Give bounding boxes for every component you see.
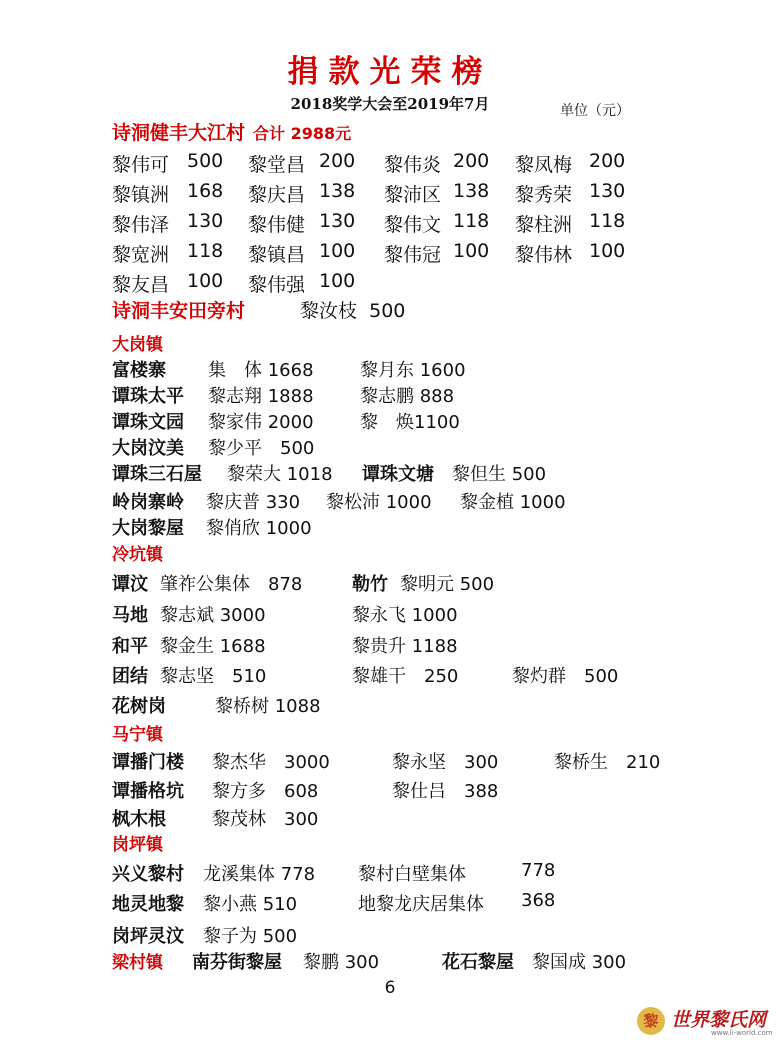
donor-name: 黎沛区 xyxy=(384,184,442,206)
page-subtitle: 2018奖学大会至2019年7月 xyxy=(290,95,490,113)
donor-amount: 118 xyxy=(187,240,224,262)
village-name: 兴义黎村 xyxy=(112,864,184,885)
donor-entry xyxy=(300,296,405,323)
donor-amount: 130 xyxy=(319,210,356,232)
donor-name: 黎柱洲 xyxy=(515,214,573,236)
donor-entry: 黎志坚 510 xyxy=(160,666,267,687)
donor-entry: 黎国成 300 xyxy=(532,952,627,973)
donor-entry: 黎永飞 1000 xyxy=(352,605,458,626)
donor-entry: 集 体 1668 xyxy=(208,360,314,381)
donor-entry: 黎俏欣 1000 xyxy=(206,518,312,539)
donor-entry: 黎茂林 300 xyxy=(212,809,319,830)
donor-name: 黎伟泽 xyxy=(112,214,170,236)
donor-amount: 168 xyxy=(187,180,224,202)
donor-entry: 黎永坚 300 xyxy=(392,752,499,773)
village-name: 和平 xyxy=(112,636,148,657)
donor-entry: 黎志鹏 888 xyxy=(360,386,455,407)
donor-name: 黎伟冠 xyxy=(384,244,442,266)
section-total: 合计 2988元 xyxy=(253,124,352,143)
section-heading-tianpang: 诗洞丰安田旁村 xyxy=(112,300,246,322)
donor-entry: 黎 焕1100 xyxy=(360,412,460,433)
section-heading-liangcun: 梁村镇 xyxy=(112,953,163,973)
donor-amount: 200 xyxy=(453,150,490,172)
donor-entry: 黎仕吕 388 xyxy=(392,781,499,802)
donor-name: 黎伟强 xyxy=(248,274,306,296)
village-name: 花树岗 xyxy=(112,696,166,717)
village-name: 谭播门楼 xyxy=(112,752,184,773)
donor-entry: 黎少平 500 xyxy=(208,438,315,459)
donor-entry: 黎明元 500 xyxy=(400,574,495,595)
village-name: 大岗黎屋 xyxy=(112,518,184,539)
donor-entry: 龙溪集体 778 xyxy=(203,864,316,885)
section-heading-gangping: 岗坪镇 xyxy=(112,835,163,855)
donor-entry: 黎村白壁集体 xyxy=(358,864,466,885)
section-title: 诗洞健丰大江村 xyxy=(112,122,246,144)
donor-entry: 黎但生 500 xyxy=(452,464,547,485)
donor-amount: 500 xyxy=(369,300,406,322)
donor-entry: 黎家伟 2000 xyxy=(208,412,314,433)
donor-name: 黎汝枝 xyxy=(300,300,358,322)
village-name: 谭珠文塘 xyxy=(362,464,434,485)
donor-name: 黎秀荣 xyxy=(515,184,573,206)
donor-entry: 黎贵升 1188 xyxy=(352,636,458,657)
donor-amount: 778 xyxy=(521,860,556,881)
donor-name: 黎伟林 xyxy=(515,244,573,266)
donor-amount: 138 xyxy=(319,180,356,202)
village-name: 谭珠文园 xyxy=(112,412,184,433)
donor-name: 黎镇昌 xyxy=(248,244,306,266)
village-name: 谭珠太平 xyxy=(112,386,184,407)
section-heading-dajiang xyxy=(112,118,351,145)
donor-entry: 黎志斌 3000 xyxy=(160,605,266,626)
village-name: 马地 xyxy=(112,605,148,626)
unit-label: 单位（元） xyxy=(560,103,630,119)
donor-name: 黎伟健 xyxy=(248,214,306,236)
donor-amount: 200 xyxy=(319,150,356,172)
village-name: 地灵地黎 xyxy=(112,894,184,915)
donor-name: 黎镇洲 xyxy=(112,184,170,206)
village-name: 枫木根 xyxy=(112,809,166,830)
donor-entry: 黎桥树 1088 xyxy=(215,696,321,717)
logo-url: www.li-world.com xyxy=(711,1029,773,1037)
village-name: 谭播格坑 xyxy=(112,781,184,802)
donor-amount: 100 xyxy=(319,270,356,292)
donor-name: 黎伟文 xyxy=(384,214,442,236)
section-heading-maning: 马宁镇 xyxy=(112,725,163,745)
donor-entry: 黎金植 1000 xyxy=(460,492,566,513)
donor-entry: 黎月东 1600 xyxy=(360,360,466,381)
village-name: 团结 xyxy=(112,666,148,687)
donor-name: 黎伟可 xyxy=(112,154,170,176)
village-name: 岗坪灵汶 xyxy=(112,926,184,947)
donor-entry: 黎荣大 1018 xyxy=(227,464,333,485)
village-name: 勒竹 xyxy=(352,574,388,595)
village-name: 大岗汶美 xyxy=(112,438,184,459)
page-title: 捐款光荣榜 xyxy=(287,54,493,90)
page-number: 6 xyxy=(384,978,396,998)
donor-entry: 黎杰华 3000 xyxy=(212,752,330,773)
donor-amount: 100 xyxy=(453,240,490,262)
donor-amount: 100 xyxy=(187,270,224,292)
site-logo xyxy=(637,1004,777,1038)
donor-amount: 118 xyxy=(589,210,626,232)
donor-entry: 地黎龙庆居集体 xyxy=(358,894,484,915)
village-name: 富楼寨 xyxy=(112,360,166,381)
logo-seal-icon: 黎 xyxy=(637,1007,665,1035)
donor-entry: 黎雄干 250 xyxy=(352,666,459,687)
section-heading-lengkeng: 冷坑镇 xyxy=(112,545,163,565)
donor-entry: 黎庆普 330 xyxy=(206,492,301,513)
donor-entry: 黎小燕 510 xyxy=(203,894,298,915)
donor-name: 黎友昌 xyxy=(112,274,170,296)
donor-amount: 130 xyxy=(589,180,626,202)
donor-amount: 130 xyxy=(187,210,224,232)
donor-name: 黎宽洲 xyxy=(112,244,170,266)
donor-entry: 黎金生 1688 xyxy=(160,636,266,657)
donor-entry: 黎志翔 1888 xyxy=(208,386,314,407)
village-name: 谭汶 xyxy=(112,574,148,595)
donor-entry: 黎鹏 300 xyxy=(303,952,380,973)
donor-entry: 黎松沛 1000 xyxy=(326,492,432,513)
village-name: 南芬街黎屋 xyxy=(192,952,282,973)
donor-entry: 黎灼群 500 xyxy=(512,666,619,687)
donor-amount: 100 xyxy=(319,240,356,262)
donor-entry: 黎方多 608 xyxy=(212,781,319,802)
section-heading-dagang: 大岗镇 xyxy=(112,335,163,355)
donor-name: 黎伟炎 xyxy=(384,154,442,176)
village-name: 岭岗寨岭 xyxy=(112,492,184,513)
donor-entry: 肇祚公集体 878 xyxy=(160,574,303,595)
donor-amount: 138 xyxy=(453,180,490,202)
donor-name: 黎庆昌 xyxy=(248,184,306,206)
logo-text: 世界黎氏网 xyxy=(671,1009,767,1031)
donor-amount: 200 xyxy=(589,150,626,172)
donor-name: 黎堂昌 xyxy=(248,154,306,176)
donor-entry: 黎桥生 210 xyxy=(554,752,661,773)
donor-amount: 500 xyxy=(187,150,224,172)
village-name: 谭珠三石屋 xyxy=(112,464,202,485)
village-name: 花石黎屋 xyxy=(442,952,514,973)
donor-amount: 118 xyxy=(453,210,490,232)
donor-entry: 黎子为 500 xyxy=(203,926,298,947)
donor-amount: 100 xyxy=(589,240,626,262)
donor-amount: 368 xyxy=(521,890,556,911)
donor-name: 黎凤梅 xyxy=(515,154,573,176)
